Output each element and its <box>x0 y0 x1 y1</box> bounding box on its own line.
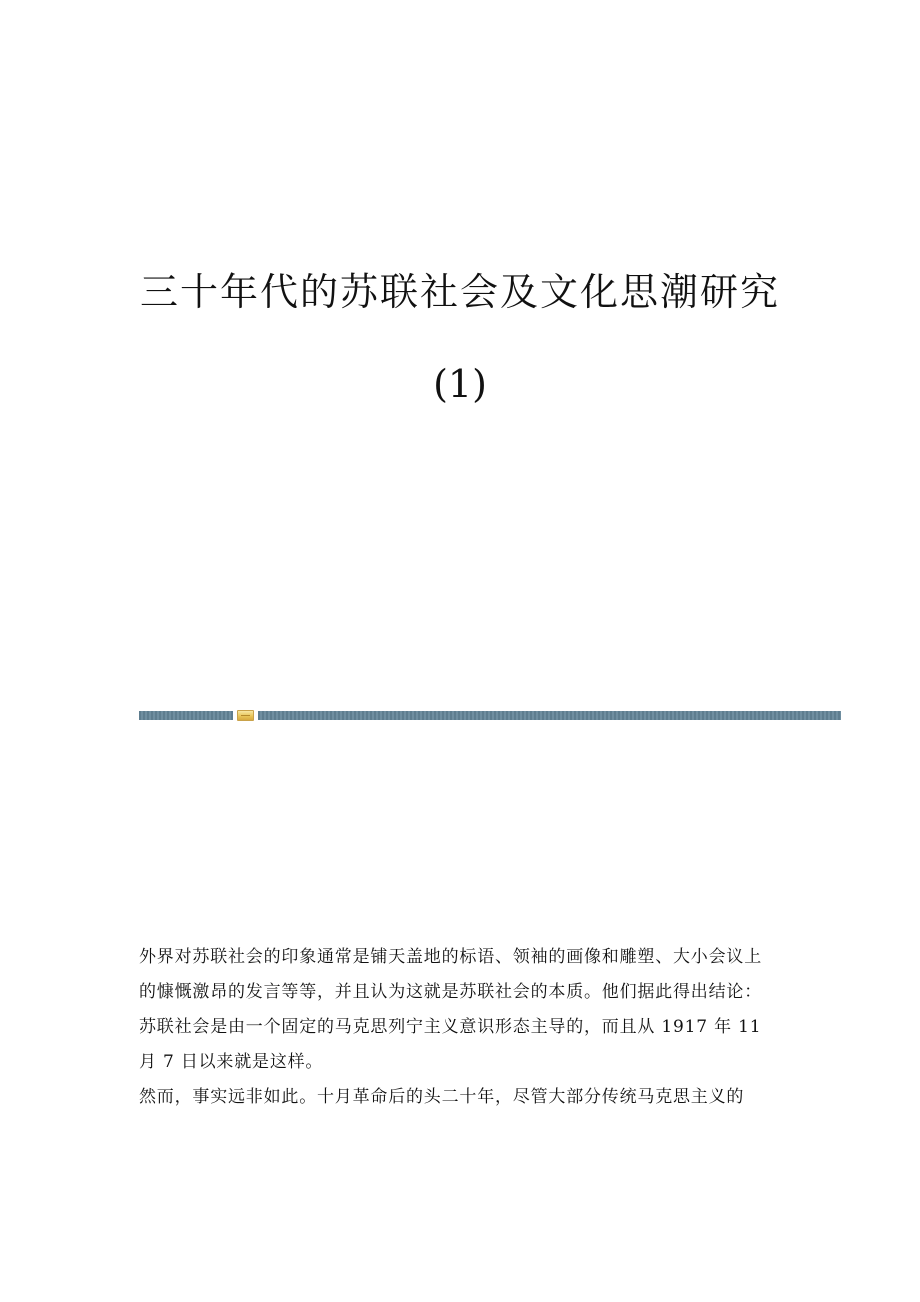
body-paragraph-2: 然而，事实远非如此。十月革命后的头二十年，尽管大部分传统马克思主义的 <box>139 1087 745 1107</box>
title-main-line: 三十年代的苏联社会及文化思潮研究 <box>139 270 780 314</box>
body-paragraph-1: 外界对苏联社会的印象通常是铺天盖地的标语、领袖的画像和雕塑、大小会议上的慷慨激昂的发言等等，并且认为这就是苏联社会的本质。他们据此得出结论：苏联社会是由一个固定的马克思列宁主义意识形态主导的，而且从 1917 年 11 月 7 日以来就是这样。 <box>139 947 762 1072</box>
document-title <box>0 262 920 414</box>
divider-ornament-icon <box>237 710 254 721</box>
divider-bar-left <box>139 711 233 720</box>
title-subtitle-line: (1) <box>433 362 487 406</box>
divider-bar-right <box>258 711 841 720</box>
document-body <box>139 940 779 1115</box>
section-divider <box>139 711 841 720</box>
